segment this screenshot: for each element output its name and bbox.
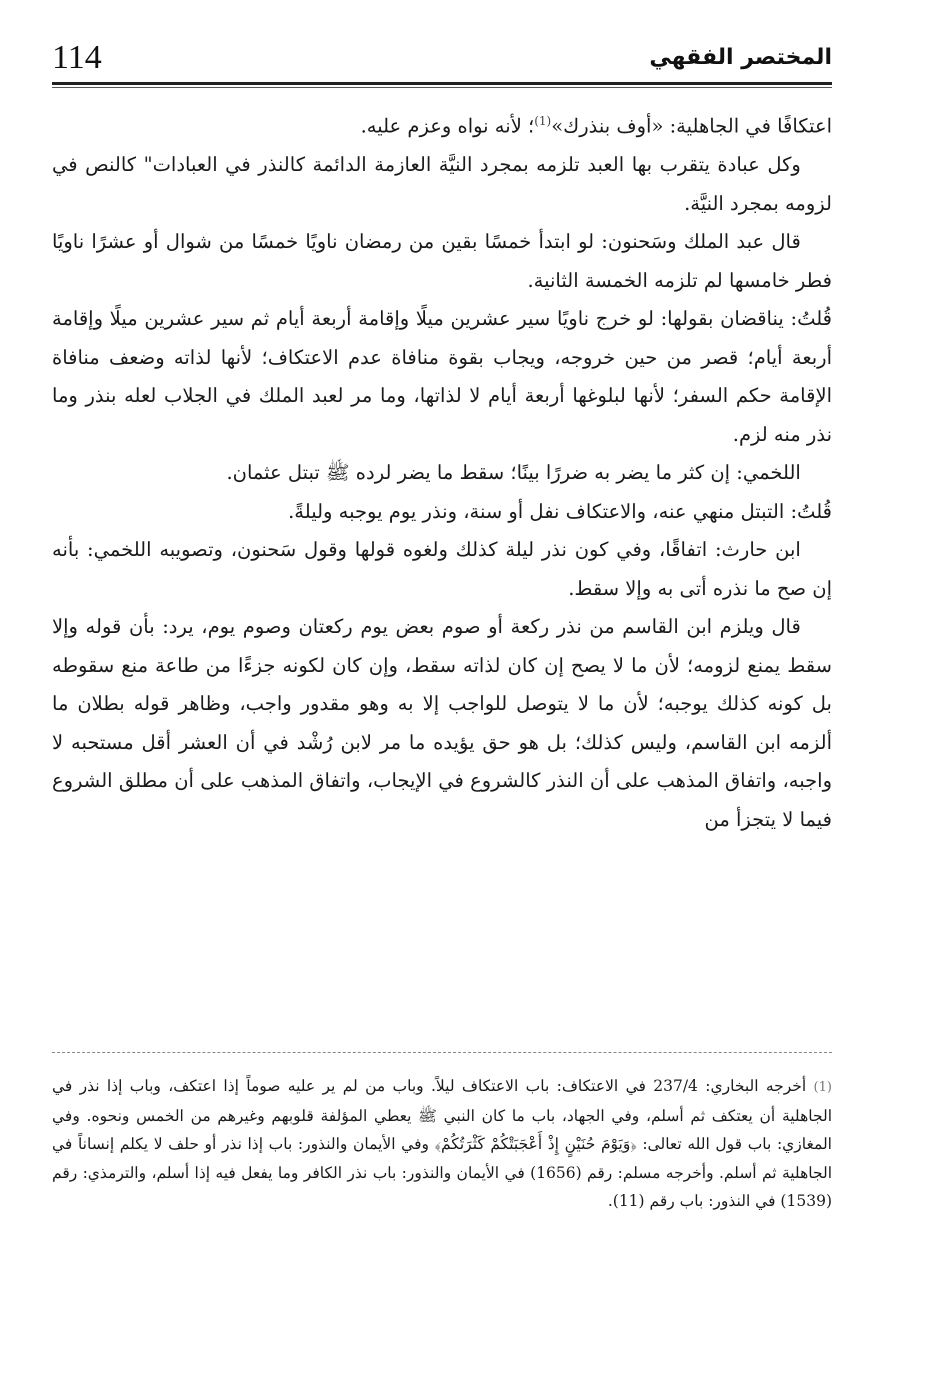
paragraph: قال ويلزم ابن القاسم من نذر ركعة أو صوم بعض يوم ركعتان وصوم يوم، يرد: بأن قوله وإلا سقط يمنع لزومه؛ لأن ما لا يصح إن كان لذاته سقط، وإن كان لكونه جزءًا من طاعة منع سقوطه بل كونه كذلك يوجبه؛ لأن ما لا يتوصل للواجب إلا به وهو مقدور واجب، وظاهر قوله بطلان ما ألزمه ابن القاسم، وليس كذلك؛ بل هو حق يؤيده ما مر لابن رُشْد في أن العشر أقل مستحبه لا واجبه، واتفاق المذهب على أن النذر كالشروع في الإيجاب، واتفاق المذهب على أن مطلق الشروع فيما لا يتجزأ من <box>52 615 832 831</box>
book-title: المختصر الفقهي <box>649 45 832 70</box>
paragraph: ابن حارث: اتفاقًا، وفي كون نذر ليلة كذلك ولغوه قولها وقول سَحنون، وتصويبه اللخمي: بأنه إن صح ما نذره أتى به وإلا سقط. <box>52 538 832 600</box>
paragraph: قال عبد الملك وسَحنون: لو ابتدأ خمسًا بقين من رمضان ناويًا خمسًا من شوال أو عشرًا ناويًا فطر خامسها لم تلزمه الخمسة الثانية. <box>52 230 832 292</box>
footnote-reference[interactable]: (1) <box>534 114 552 128</box>
footnote-mark: (1) <box>813 1080 832 1095</box>
paragraph: وكل عبادة يتقرب بها العبد تلزمه بمجرد النيَّة العازمة الدائمة كالنذر في العبادات" كالنص في لزومه بمجرد النيَّة. <box>52 153 832 215</box>
body-text <box>52 102 832 839</box>
paragraph: قُلتُ: التبتل منهي عنه، والاعتكاف نفل أو سنة، ونذر يوم يوجبه وليلةً. <box>288 499 832 523</box>
page-number: 114 <box>52 39 102 76</box>
paragraph: اللخمي: إن كثر ما يضر به ضررًا بينًا؛ سقط ما يضر لرده ﷺ تبتل عثمان. <box>226 461 801 484</box>
footnotes <box>52 1072 832 1215</box>
paragraph-text: اعتكافًا في الجاهلية: «أوف بنذرك» <box>551 114 832 138</box>
paragraph: قُلتُ: يناقضان بقولها: لو خرج ناويًا سير عشرين ميلًا وإقامة أربعة أيام ثم سير عشرين ميلًا وإقامة أربعة أيام؛ قصر من حين خروجه، ويجاب بقوة منافاة عدم الاعتكاف؛ لأنها لذاته وضعف منافاة الإقامة حكم السفر؛ لأنها لبلوغها أربعة أيام لا لذاتها، وما مر لعبد الملك في الجلاب لعله بنذر وما نذر منه لزم. <box>52 307 832 446</box>
footnote-text: أخرجه البخاري: 237/4 في الاعتكاف: باب الاعتكاف ليلاً. وباب من لم ير عليه صوماً إذا اعتكف، وباب إذا نذر في الجاهلية أن يعتكف ثم أسلم، وفي الجهاد، باب ما كان النبي ﷺ يعطي المؤلفة قلوبهم وغيرهم من الخمس ونحوه. وفي المغازي: باب قول الله تعالى: ﴿وَيَوْمَ حُنَيْنٍ إِذْ أَعْجَبَتْكُمْ كَثْرَتُكُمْ﴾ وفي الأيمان والنذور: باب إذا نذر أو حلف لا يكلم إنساناً في الجاهلية ثم أسلم. وأخرجه مسلم: رقم (1656) في الأيمان والنذور: باب نذر الكافر وما يفعل فيه إذا أسلم، والترمذي: رقم (1539) في النذور: باب رقم (11). <box>52 1077 832 1210</box>
header-rule-thin <box>52 87 832 88</box>
paragraph-text: ؛ لأنه نواه وعزم عليه. <box>360 114 535 138</box>
footnote-separator <box>52 1052 832 1053</box>
footnote <box>52 1072 832 1215</box>
page-header <box>52 28 832 78</box>
paragraph <box>52 102 832 146</box>
header-rule <box>52 82 832 85</box>
page <box>52 28 832 839</box>
